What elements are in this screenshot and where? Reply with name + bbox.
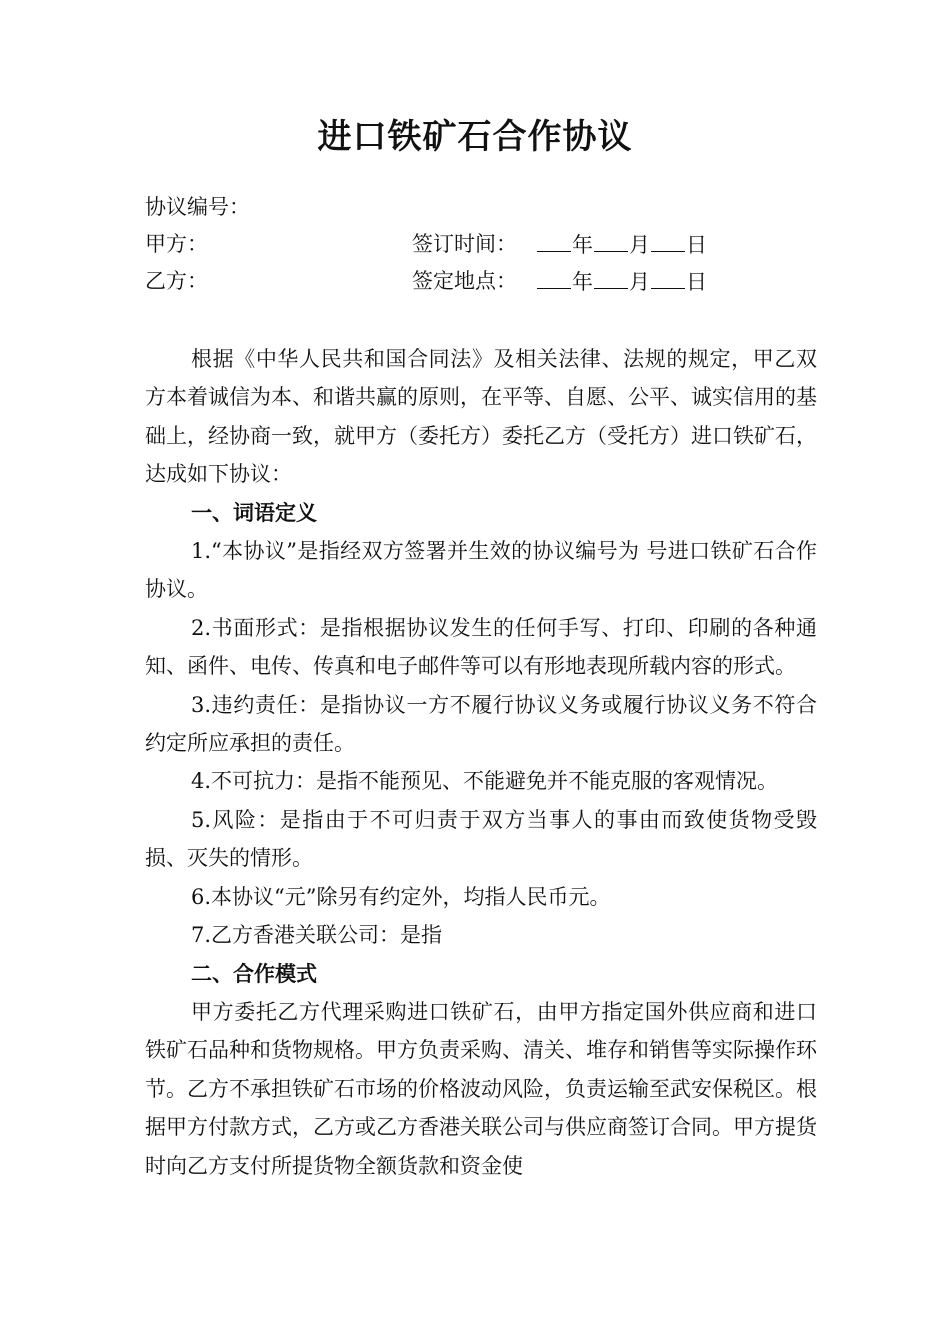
intro-paragraph: 根据《中华人民共和国合同法》及相关法律、法规的规定，甲乙双方本着诚信为本、和谐共赢的原则，在平等、自愿、公平、诚实信用的基础上，经协商一致，就甲方（委托方）委托乙方（受托方）进口铁矿石，达成如下协议： — [145, 347, 817, 487]
year-label: 年 — [572, 233, 593, 257]
sign-place-date — [536, 266, 707, 297]
definition-item-3: 3.违约责任：是指协议一方不履行协议义务或履行协议义务不符合约定所应承担的责任。 — [145, 692, 817, 756]
day-blank — [651, 229, 685, 252]
month-label: 月 — [629, 270, 650, 294]
day-label: 日 — [686, 270, 707, 294]
year-blank — [537, 266, 571, 289]
cooperation-paragraph: 甲方委托乙方代理采购进口铁矿石，由甲方指定国外供应商和进口铁矿石品种和货物规格。甲方负责采购、清关、堆存和销售等实际操作环节。乙方不承担铁矿石市场的价格波动风险，负责运输至武安保税区。根据甲方付款方式，乙方或乙方香港关联公司与供应商签订合同。甲方提货时向乙方支付所提货物全额货款和资金使 — [145, 999, 817, 1178]
definition-item-4: 4.不可抗力：是指不能预见、不能避免并不能克服的客观情况。 — [191, 769, 779, 794]
definition-item-6: 6.本协议“元”除另有约定外，均指人民币元。 — [191, 884, 611, 909]
agreement-no-label: 协议编号： — [145, 195, 250, 219]
document-body — [145, 340, 817, 1185]
sign-time-date — [536, 229, 707, 260]
sign-time-label: 签订时间： — [412, 232, 517, 256]
month-label: 月 — [629, 233, 650, 257]
year-blank — [537, 229, 571, 252]
definition-item-7: 7.乙方香港关联公司：是指 — [191, 923, 443, 948]
document-title: 进口铁矿石合作协议 — [317, 117, 633, 157]
definition-item-5: 5.风险：是指由于不可归责于双方当事人的事由而致使货物受毁损、灭失的情形。 — [145, 807, 817, 871]
year-label: 年 — [572, 270, 593, 294]
section-heading-definitions: 一、词语定义 — [191, 499, 317, 525]
month-blank — [594, 266, 628, 289]
day-blank — [651, 266, 685, 289]
definition-item-1: 1.“本协议”是指经双方签署并生效的协议编号为 号进口铁矿石合作协议。 — [145, 539, 817, 602]
month-blank — [594, 229, 628, 252]
party-b-label: 乙方： — [145, 269, 208, 293]
party-a-label: 甲方： — [145, 232, 208, 256]
definition-item-2: 2.书面形式：是指根据协议发生的任何手写、打印、印刷的各种通知、函件、电传、传真和电子邮件等可以有形地表现所载内容的形式。 — [145, 615, 817, 679]
section-heading-cooperation: 二、合作模式 — [191, 960, 317, 986]
sign-place-label: 签定地点： — [412, 269, 517, 293]
day-label: 日 — [686, 233, 707, 257]
